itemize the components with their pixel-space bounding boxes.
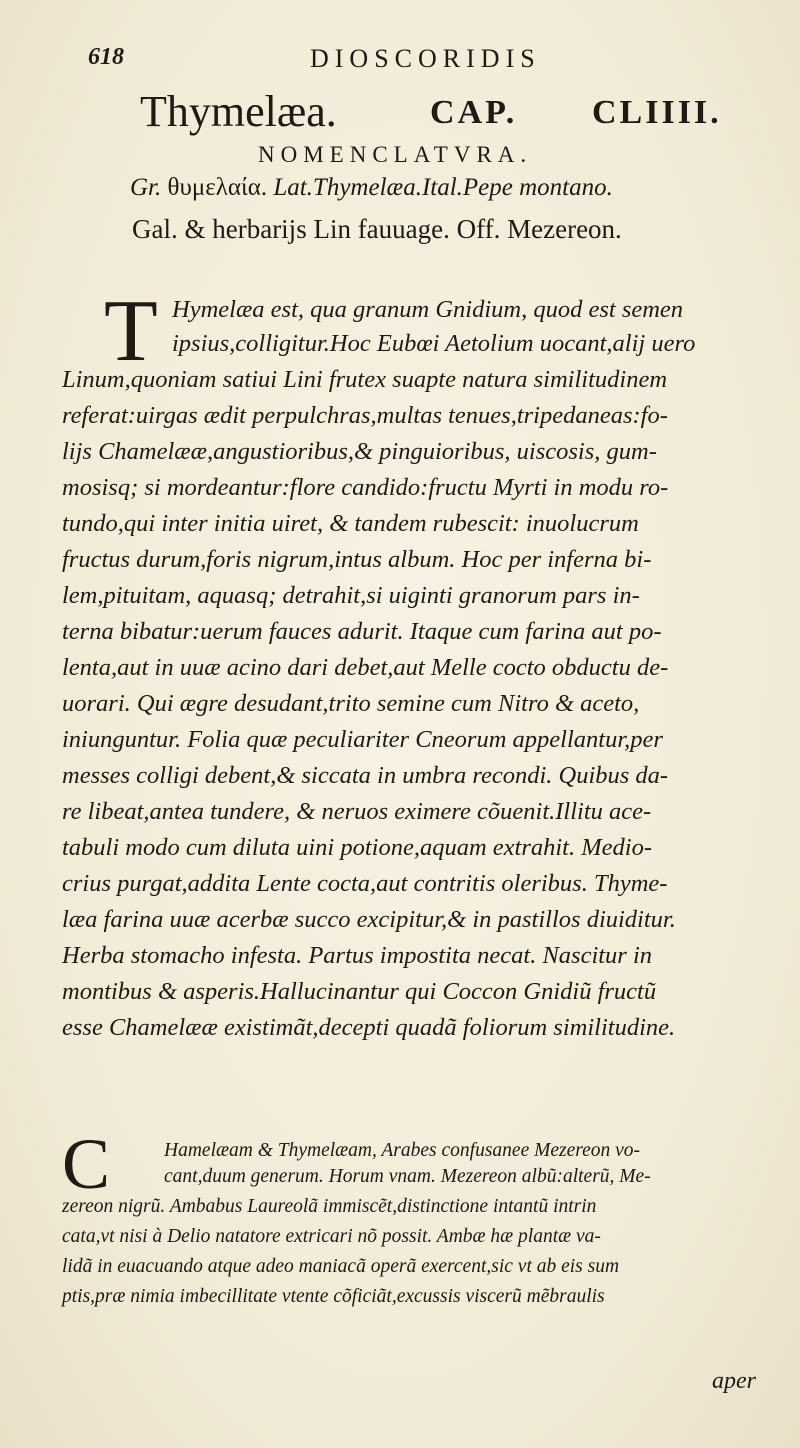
latin-italian-names: Lat.Thymelæa.Ital.Pepe montano.: [273, 174, 613, 201]
text-line: læa farina uuæ acerbæ succo excipitur,& in pastillos diuiditur.: [62, 906, 676, 933]
greek-name: θυμελαία.: [167, 174, 268, 201]
plant-name: Thymelæa.: [140, 87, 337, 136]
chapter-heading: [140, 86, 780, 146]
text-line: Hymelæa est, qua granum Gnidium, quod est semen: [172, 296, 684, 323]
text-line: terna bibatur:uerum fauces adurit. Itaque cum farina aut po-: [62, 618, 662, 645]
running-title: DIOSCORIDIS: [310, 44, 541, 73]
text-line: cant,duum generum. Horum vnam. Mezereon albũ:alterũ, Me-: [164, 1166, 651, 1187]
running-head: [88, 44, 760, 84]
text-line: tabuli modo cum diluta uini potione,aquam extrahit. Medio-: [62, 834, 652, 861]
text-line: Hamelæam & Thymelæam, Arabes confusanee Mezereon vo-: [164, 1140, 641, 1161]
names-line-2: Gal. & herbarijs Lin fauuage. Off. Mezereon.: [132, 214, 622, 244]
text-line: iniunguntur. Folia quæ peculiariter Cneorum appellantur,per: [62, 726, 663, 753]
text-line: lem,pituitam, aquasq; detrahit,si uiginti granorum pars in-: [62, 582, 640, 609]
text-line: re libeat,antea tundere, & neruos eximere cõuenit.Illitu ace-: [62, 798, 652, 825]
text-line: lijs Chamelææ,angustioribus,& pinguioribus, uiscosis, gum-: [62, 438, 657, 465]
text-line: ptis,præ nimia imbecillitate vtente cõficiãt,excussis viscerũ mẽbraulis: [62, 1286, 605, 1307]
text-line: zereon nigrũ. Ambabus Laureolã immiscẽt,distinctione intantũ intrin: [62, 1196, 597, 1217]
text-line: cata,vt nisi à Delio natatore extricari nõ possit. Ambæ hæ plantæ va-: [62, 1226, 601, 1247]
text-line: lenta,aut in uuæ acino dari debet,aut Melle cocto obductu de-: [62, 654, 669, 681]
text-line: lidã in euacuando atque adeo maniacã operã exercent,sic vt ab eis sum: [62, 1256, 620, 1277]
text-line: montibus & asperis.Hallucinantur qui Coccon Gnidiũ fructũ: [62, 978, 657, 1005]
text-line: crius purgat,addita Lente cocta,aut contritis oleribus. Thyme-: [62, 870, 668, 897]
greek-label: Gr.: [130, 174, 162, 201]
page-number: 618: [88, 44, 124, 70]
chapter-label: CAP.: [430, 94, 518, 131]
chapter-number: CLIIII.: [592, 94, 722, 131]
catchword: aper: [712, 1368, 756, 1394]
nomenclatura-heading: NOMENCLATVRA.: [258, 142, 533, 167]
text-line: Herba stomacho infesta. Partus impostita necat. Nascitur in: [62, 942, 653, 969]
text-line: uorari. Qui ægre desudant,trito semine cum Nitro & aceto,: [62, 690, 640, 717]
text-line: mosisq; si mordeantur:flore candido:fructu Myrti in modu ro-: [62, 474, 669, 501]
text-line: esse Chamelææ existimãt,decepti quadã foliorum similitudine.: [62, 1014, 676, 1041]
text-line: referat:uirgas ædit perpulchras,multas tenues,tripedaneas:fo-: [62, 402, 668, 429]
drop-capital-c: C: [62, 1124, 111, 1204]
text-line: messes colligi debent,& siccata in umbra recondi. Quibus da-: [62, 762, 669, 789]
text-line: fructus durum,foris nigrum,intus album. Hoc per inferna bi-: [62, 546, 652, 573]
text-line: Linum,quoniam satiui Lini frutex suapte natura similitudinem: [62, 366, 668, 393]
text-line: ipsius,colligitur.Hoc Eubœi Aetolium uocant,alij uero: [172, 330, 696, 357]
text-line: tundo,qui inter initia uiret, & tandem rubescit: inuolucrum: [62, 510, 639, 537]
drop-capital-t: T: [104, 283, 158, 380]
names-line-1: [130, 174, 613, 202]
